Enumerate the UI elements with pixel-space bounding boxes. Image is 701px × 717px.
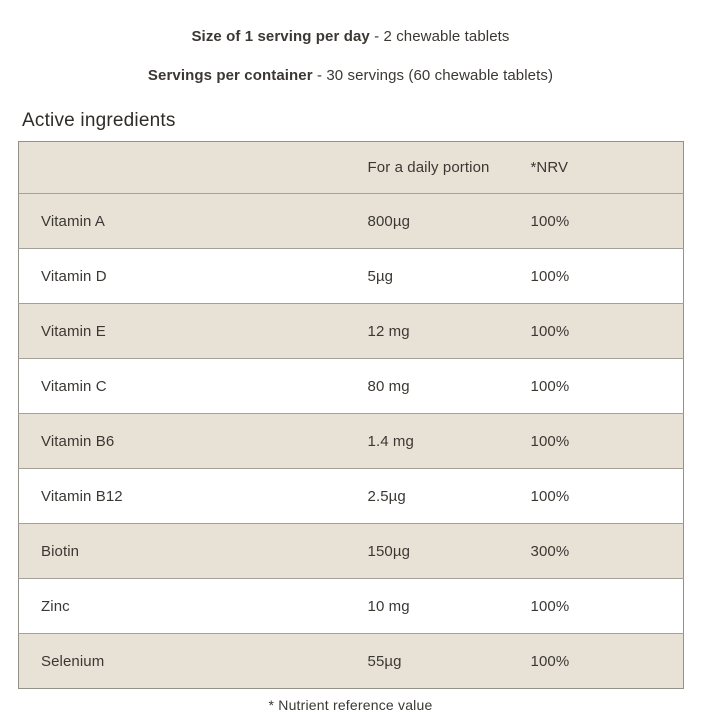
table-header-row: [19, 142, 684, 194]
serving-size-line: [0, 0, 701, 45]
serving-size-label: Size of 1 serving per day: [191, 28, 370, 45]
ingredient-nrv: 100%: [531, 414, 684, 469]
ingredient-amount: 80 mg: [368, 359, 531, 414]
table-row: [19, 304, 684, 359]
column-header-ingredient: [19, 142, 368, 194]
ingredient-name: Vitamin B6: [19, 414, 368, 469]
ingredient-amount: 10 mg: [368, 579, 531, 634]
table-body: [19, 194, 684, 689]
servings-per-container-value: - 30 servings (60 chewable tablets): [312, 67, 554, 84]
table-row: [19, 249, 684, 304]
ingredient-name: Vitamin D: [19, 249, 368, 304]
ingredient-name: Vitamin A: [19, 194, 368, 249]
ingredient-amount: 55µg: [368, 634, 531, 689]
ingredient-amount: 150µg: [368, 524, 531, 579]
table-row: [19, 359, 684, 414]
serving-size-value: - 2 chewable tablets: [369, 28, 510, 45]
table-row: [19, 414, 684, 469]
ingredient-amount: 2.5µg: [368, 469, 531, 524]
ingredient-name: Vitamin E: [19, 304, 368, 359]
table-row: [19, 579, 684, 634]
ingredient-amount: 1.4 mg: [368, 414, 531, 469]
ingredient-nrv: 100%: [531, 634, 684, 689]
table-row: [19, 524, 684, 579]
ingredient-amount: 12 mg: [368, 304, 531, 359]
section-title: Active ingredients: [22, 110, 176, 131]
ingredient-name: Selenium: [19, 634, 368, 689]
ingredient-amount: 5µg: [368, 249, 531, 304]
table-row: [19, 469, 684, 524]
ingredient-name: Vitamin B12: [19, 469, 368, 524]
ingredient-name: Zinc: [19, 579, 368, 634]
column-header-daily-portion: For a daily portion: [367, 159, 490, 176]
ingredient-nrv: 100%: [531, 249, 684, 304]
ingredient-nrv: 100%: [531, 359, 684, 414]
ingredient-name: Biotin: [19, 524, 368, 579]
servings-per-container-line: [0, 45, 701, 84]
servings-per-container-label: Servings per container: [147, 67, 313, 84]
active-ingredients-table: [18, 141, 684, 689]
ingredient-name: Vitamin C: [19, 359, 368, 414]
footnote: * Nutrient reference value: [268, 697, 433, 713]
ingredient-nrv: 100%: [531, 194, 684, 249]
ingredient-nrv: 100%: [531, 304, 684, 359]
ingredient-nrv: 100%: [531, 579, 684, 634]
ingredient-amount: 800µg: [368, 194, 531, 249]
column-header-nrv: *NRV: [530, 159, 569, 176]
table-row: [19, 634, 684, 689]
ingredient-nrv: 300%: [531, 524, 684, 579]
ingredient-nrv: 100%: [531, 469, 684, 524]
table-row: [19, 194, 684, 249]
